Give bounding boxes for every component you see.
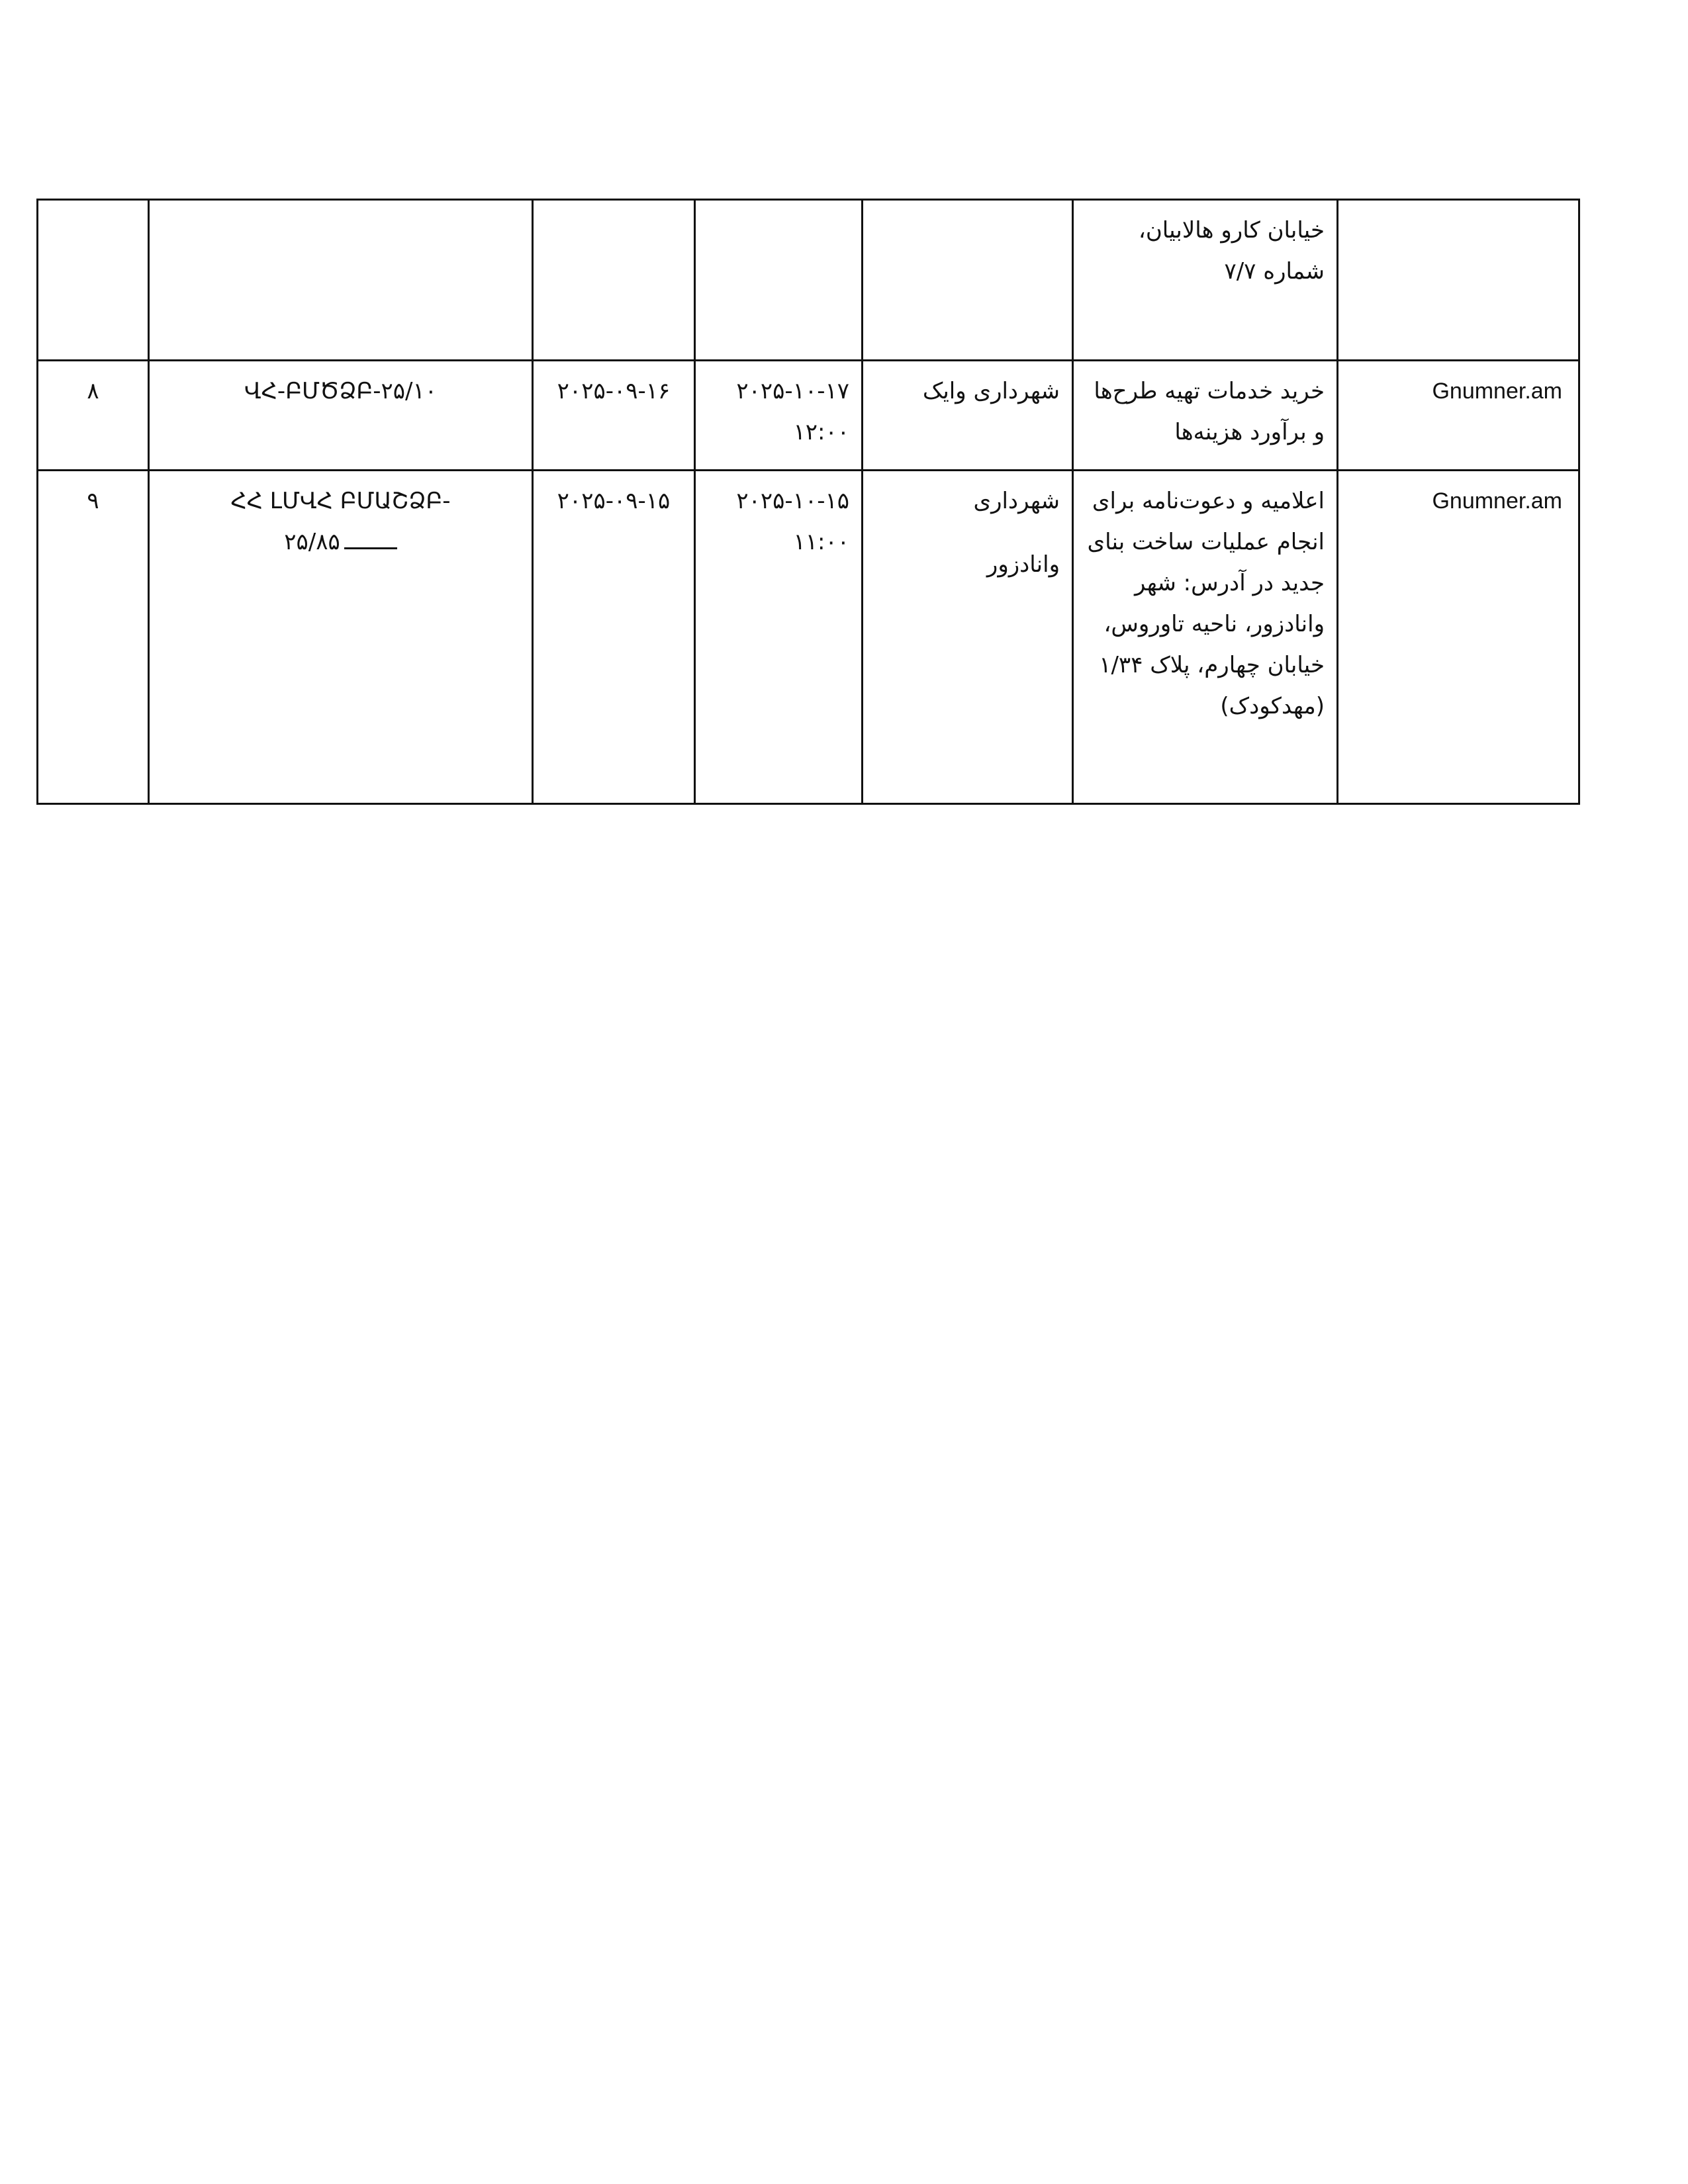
row-index: ۸ (38, 361, 149, 471)
deadline-time: ۱۱:۰۰ (793, 529, 849, 555)
publish-date (533, 200, 695, 361)
blank-line (344, 527, 397, 549)
table-row (38, 200, 1579, 361)
tender-code-suffix-wrap (162, 522, 520, 563)
organizer: شهرداری (973, 488, 1060, 514)
tender-code (149, 200, 533, 361)
publish-date: ۲۰۲۵-۰۹-۱۵ (533, 471, 695, 804)
organizer-line2: وانادزور (986, 551, 1060, 578)
description: خرید خدمات تهیه طرح‌ها و برآورد هزینه‌ها (1073, 361, 1338, 471)
tender-code (149, 361, 533, 471)
deadline-date: ۲۰۲۵-۱۰-۱۵ (736, 488, 849, 514)
deadline-cell (695, 471, 863, 804)
tender-table (36, 199, 1580, 805)
deadline-cell (695, 200, 863, 361)
row-index (38, 200, 149, 361)
tender-code-line: ՎՀ-ԲՄԾՁԲ-۲۵/۱۰ (244, 378, 438, 404)
tender-code-suffix: ۲۵/۸۵ (284, 529, 340, 555)
website: Gnumner.am (1338, 361, 1579, 471)
tender-code-line: ՀՀ ԼՄՎՀ ԲՄԱՇՁԲ- (230, 488, 451, 514)
organizer-cell (863, 471, 1073, 804)
table-row (38, 471, 1579, 804)
website (1338, 200, 1579, 361)
tender-code (149, 471, 533, 804)
deadline-date: ۲۰۲۵-۱۰-۱۷ (736, 378, 849, 404)
table-row (38, 361, 1579, 471)
deadline-cell (695, 361, 863, 471)
deadline-time: ۱۲:۰۰ (793, 419, 849, 445)
description: خیابان کارو هالابیان، شماره ۷/۷ (1073, 200, 1338, 361)
description: اعلامیه و دعوت‌نامه برای انجام عملیات ساخت بنای جدید در آدرس: شهر وانادزور، ناحیه تاوروس، خیابان چهارم، پلاک ۱/۳۴ (مهدکودک) (1073, 471, 1338, 804)
organizer-gap (875, 522, 1060, 544)
organizer-cell (863, 361, 1073, 471)
publish-date: ۲۰۲۵-۰۹-۱۶ (533, 361, 695, 471)
website: Gnumner.am (1338, 471, 1579, 804)
organizer: شهرداری وایک (922, 378, 1060, 404)
row-index: ۹ (38, 471, 149, 804)
organizer-cell (863, 200, 1073, 361)
